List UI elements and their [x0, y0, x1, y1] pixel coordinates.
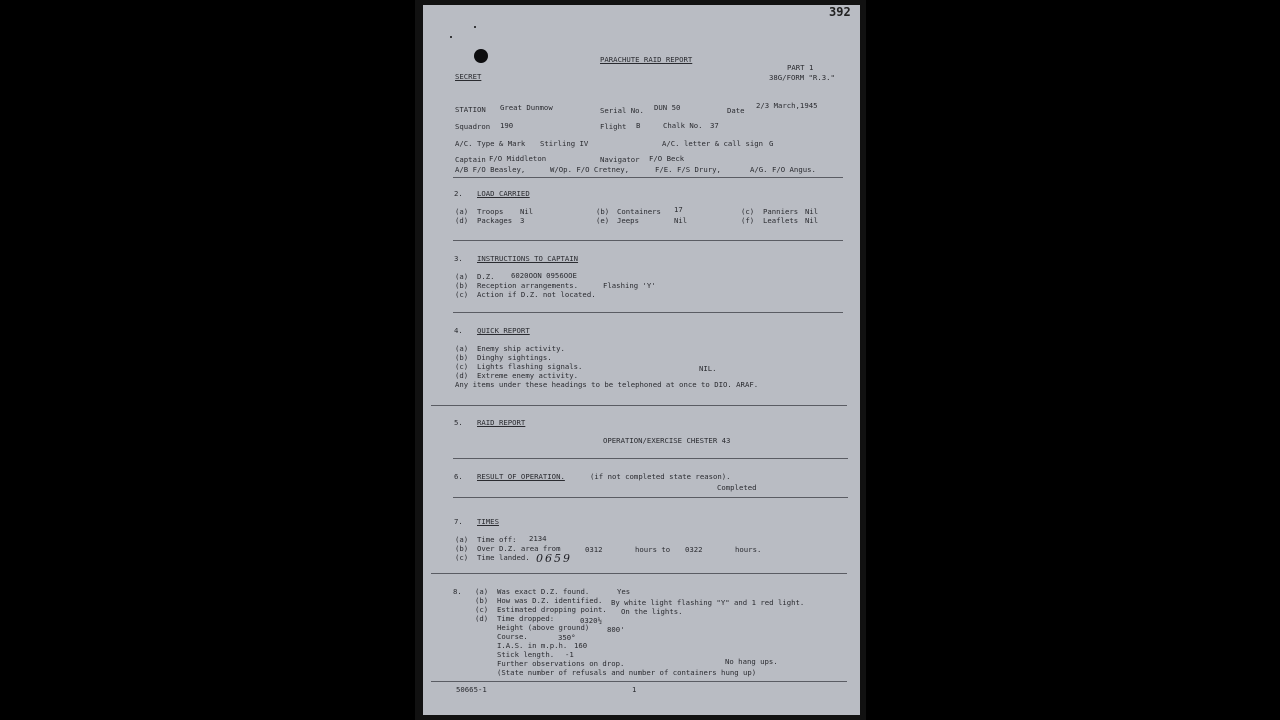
chalk-label: Chalk No. [663, 121, 703, 130]
date-value: 2/3 March,1945 [756, 101, 818, 110]
section-2-number: 2. [454, 189, 463, 198]
divider [453, 497, 848, 498]
crew-air-gunner: A/G. F/O Angus. [750, 165, 816, 174]
quick-report-note: Any items under these headings to be telephoned at once to DIO. ARAF. [455, 380, 759, 389]
load-jeeps-label: Jeeps [617, 216, 639, 225]
action-label: Action if D.Z. not located. [477, 290, 596, 299]
time-dropped-label: Time dropped: [497, 614, 555, 623]
aircraft-type-value: Stirling IV [540, 139, 589, 148]
flight-label: Flight [600, 122, 627, 131]
load-packages-value: 3 [520, 216, 525, 225]
station-label: STATION [455, 105, 486, 114]
quick-report-item: Extreme enemy activity. [477, 371, 579, 380]
stick-length-label: Stick length. [497, 650, 555, 659]
section-3-number: 3. [454, 254, 463, 263]
section-7-number: 7. [454, 517, 463, 526]
reception-value: Flashing 'Y' [603, 281, 656, 290]
load-jeeps-value: Nil [674, 216, 688, 225]
exact-dz-value: Yes [617, 587, 631, 596]
over-dz-from: 0312 [585, 545, 603, 554]
item-mark: (b) [455, 281, 469, 290]
item-mark: (c) [455, 553, 469, 562]
item-mark: (b) [455, 544, 469, 553]
crew-wireless-operator: W/Op. F/O Cretney, [550, 165, 630, 174]
item-mark: (f) [741, 216, 755, 225]
section-2-heading: LOAD CARRIED [477, 189, 530, 198]
further-observations-value: No hang ups. [725, 657, 778, 666]
quick-report-value: NIL. [699, 364, 717, 373]
section-3-heading: INSTRUCTIONS TO CAPTAIN [477, 254, 579, 263]
time-dropped-value: 0320½ [580, 616, 602, 625]
quick-report-item: Dinghy sightings. [477, 353, 552, 362]
load-panniers-label: Panniers [763, 207, 799, 216]
part-label: PART 1 [787, 63, 814, 72]
hours-to-label: hours to [635, 545, 671, 554]
item-mark: (c) [455, 362, 469, 371]
over-dz-label: Over D.Z. area from [477, 544, 561, 553]
station-value: Great Dunmow [500, 103, 553, 112]
load-troops-value: Nil [520, 207, 534, 216]
operation-name: OPERATION/EXERCISE CHESTER 43 [603, 436, 731, 445]
hours-label: hours. [735, 545, 762, 554]
further-observations-label: Further observations on drop. [497, 659, 625, 668]
item-mark: (b) [475, 596, 489, 605]
item-mark: (d) [455, 371, 469, 380]
item-mark: (c) [475, 605, 489, 614]
speck [450, 36, 452, 38]
chalk-value: 37 [710, 121, 719, 130]
report-title: PARACHUTE RAID REPORT [600, 55, 693, 64]
dropping-point-label: Estimated dropping point. [497, 605, 607, 614]
scanned-document-page [423, 5, 860, 715]
divider [431, 681, 847, 682]
crew-bomb-aimer: A/B F/O Beasley, [455, 165, 526, 174]
page-number: 392 [829, 5, 851, 19]
reception-label: Reception arrangements. [477, 281, 579, 290]
section-4-heading: QUICK REPORT [477, 326, 530, 335]
squadron-label: Squadron [455, 122, 491, 131]
section-5-heading: RAID REPORT [477, 418, 526, 427]
serial-value: DUN 50 [654, 103, 681, 112]
date-label: Date [727, 106, 745, 115]
serial-label: Serial No. [600, 106, 644, 115]
load-leaflets-label: Leaflets [763, 216, 799, 225]
quick-report-item: Lights flashing signals. [477, 362, 583, 371]
item-mark: (a) [455, 272, 469, 281]
load-containers-value: 17 [674, 205, 683, 214]
callsign-label: A/C. letter & call sign [662, 139, 764, 148]
load-packages-label: Packages [477, 216, 513, 225]
item-mark: (b) [455, 353, 469, 362]
height-label: Height (above ground) [497, 623, 590, 632]
section-4-number: 4. [454, 326, 463, 335]
captain-label: Captain [455, 155, 486, 164]
aircraft-type-label: A/C. Type & Mark [455, 139, 526, 148]
load-leaflets-value: Nil [805, 216, 819, 225]
load-panniers-value: Nil [805, 207, 819, 216]
navigator-label: Navigator [600, 155, 640, 164]
result-value: Completed [717, 483, 757, 492]
divider [431, 405, 847, 406]
time-landed-label: Time landed. [477, 553, 530, 562]
ias-value: 160 [574, 641, 588, 650]
item-mark: (d) [475, 614, 489, 623]
navigator-value: F/O Beck [649, 154, 685, 163]
section-8-number: 8. [453, 587, 462, 596]
squadron-value: 190 [500, 121, 514, 130]
dz-identified-value: By white light flashing "Y" and 1 red light. [611, 598, 805, 607]
item-mark: (a) [475, 587, 489, 596]
section-6-number: 6. [454, 472, 463, 481]
divider [453, 177, 843, 178]
form-label: 38G/FORM "R.3." [769, 73, 835, 82]
time-off-value: 2134 [529, 534, 547, 543]
dz-identified-label: How was D.Z. identified. [497, 596, 603, 605]
dropping-point-value: On the lights. [621, 607, 683, 616]
divider [453, 312, 843, 313]
exact-dz-label: Was exact D.Z. found. [497, 587, 590, 596]
punch-hole [474, 49, 488, 63]
state-note: (State number of refusals and number of containers hung up) [497, 668, 757, 677]
item-mark: (a) [455, 535, 469, 544]
load-containers-label: Containers [617, 207, 661, 216]
course-label: Course. [497, 632, 528, 641]
callsign-value: G [769, 139, 774, 148]
over-dz-to: 0322 [685, 545, 703, 554]
dz-coordinates: 6020OON 0956OOE [511, 271, 577, 280]
speck [474, 26, 476, 28]
time-landed-handwritten: 0659 [536, 552, 572, 565]
section-7-heading: TIMES [477, 517, 499, 526]
divider [431, 573, 847, 574]
divider [453, 240, 843, 241]
item-mark: (b) [596, 207, 610, 216]
section-6-heading: RESULT OF OPERATION. [477, 472, 565, 481]
dz-label: D.Z. [477, 272, 495, 281]
item-mark: (e) [596, 216, 610, 225]
load-troops-label: Troops [477, 207, 504, 216]
stick-length-value: -1 [565, 650, 574, 659]
classification: SECRET [455, 72, 482, 81]
item-mark: (a) [455, 344, 469, 353]
time-off-label: Time off: [477, 535, 517, 544]
crew-flight-engineer: F/E. F/S Drury, [655, 165, 721, 174]
divider [453, 458, 848, 459]
quick-report-item: Enemy ship activity. [477, 344, 565, 353]
flight-value: B [636, 121, 641, 130]
footer-page-number: 1 [632, 685, 637, 694]
item-mark: (c) [741, 207, 755, 216]
item-mark: (a) [455, 207, 469, 216]
form-code: 50665-1 [456, 685, 487, 694]
captain-value: F/O Middleton [489, 154, 547, 163]
height-value: 800' [607, 625, 625, 634]
result-note: (if not completed state reason). [590, 472, 731, 481]
item-mark: (c) [455, 290, 469, 299]
ias-label: I.A.S. in m.p.h. [497, 641, 568, 650]
course-value: 350° [558, 633, 576, 642]
section-5-number: 5. [454, 418, 463, 427]
item-mark: (d) [455, 216, 469, 225]
